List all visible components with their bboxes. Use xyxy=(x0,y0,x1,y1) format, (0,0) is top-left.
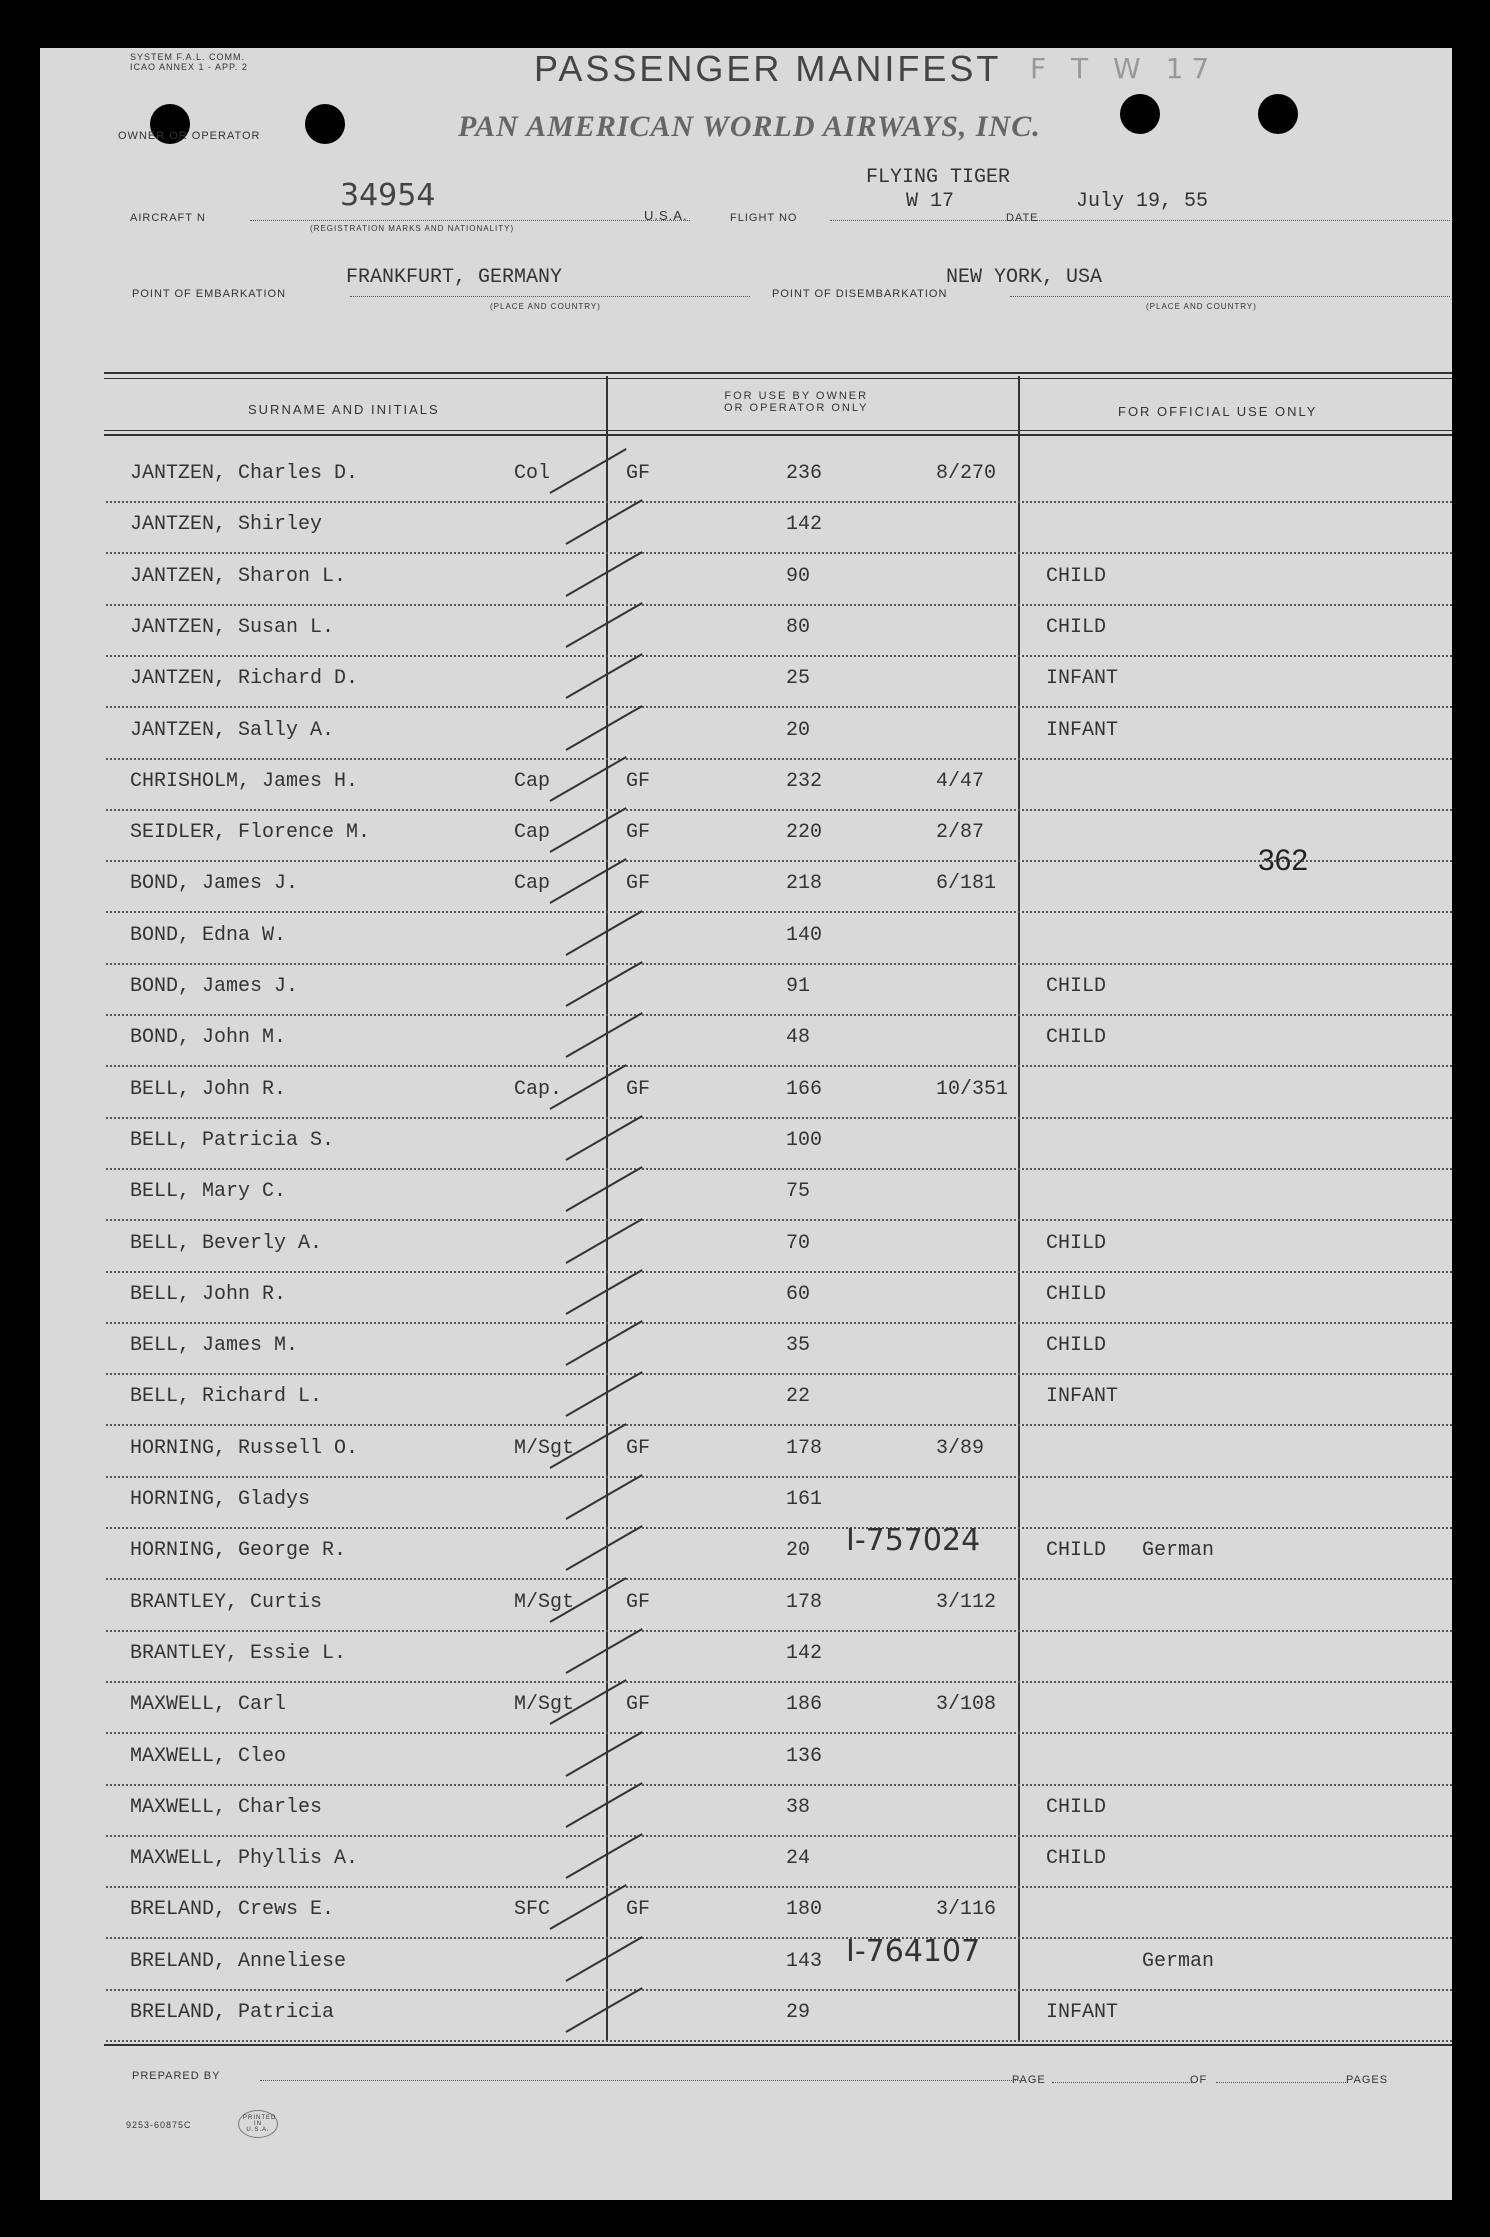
passenger-weight: 60 xyxy=(786,1282,811,1306)
passenger-weight: 80 xyxy=(786,615,811,639)
passenger-weight: 48 xyxy=(786,1026,811,1050)
passenger-row xyxy=(40,555,1452,606)
passenger-status: CHILD xyxy=(1046,615,1107,639)
check-mark xyxy=(566,1987,643,2033)
check-mark xyxy=(566,1525,643,1571)
check-mark xyxy=(566,1115,643,1161)
manifest-page xyxy=(40,48,1452,2200)
check-mark xyxy=(566,1474,643,1520)
passenger-weight: 178 xyxy=(786,1436,823,1460)
passenger-row xyxy=(40,1119,1452,1170)
passenger-weight: 136 xyxy=(786,1744,823,1768)
check-mark xyxy=(566,1936,643,1982)
passenger-name: MAXWELL, Charles xyxy=(130,1795,323,1819)
usa-label: U.S.A. xyxy=(644,208,688,223)
passenger-name: MAXWELL, Carl xyxy=(130,1693,287,1717)
passenger-row xyxy=(40,811,1452,862)
passenger-status: CHILD xyxy=(1046,564,1107,588)
passenger-weight: 142 xyxy=(786,513,823,537)
passenger-weight: 100 xyxy=(786,1128,823,1152)
page-title: PASSENGER MANIFEST xyxy=(534,48,1002,89)
passenger-row xyxy=(40,965,1452,1016)
passenger-status: INFANT xyxy=(1046,2001,1119,2024)
passenger-name: BRELAND, Anneliese xyxy=(130,1949,347,1973)
passenger-status: CHILD xyxy=(1046,1231,1107,1255)
place-caption: (PLACE AND COUNTRY) xyxy=(1146,302,1257,311)
passenger-name: BOND, Edna W. xyxy=(130,923,287,947)
passenger-weight: 70 xyxy=(786,1231,811,1255)
passenger-status: INFANT xyxy=(1046,1385,1119,1409)
passenger-code: GF xyxy=(626,1693,651,1717)
passenger-row xyxy=(40,1735,1452,1786)
passenger-status: INFANT xyxy=(1046,718,1119,742)
flight-label: FLIGHT NO xyxy=(730,212,798,224)
passenger-name: BELL, Patricia S. xyxy=(130,1128,335,1152)
check-mark xyxy=(566,499,643,545)
passenger-rank: Cap xyxy=(514,821,551,845)
passenger-name: BOND, James J. xyxy=(130,872,299,896)
check-mark xyxy=(566,1731,643,1777)
passenger-row xyxy=(40,1933,1452,1991)
passenger-weight: 186 xyxy=(786,1693,823,1717)
passenger-nationality: German xyxy=(1142,1539,1215,1563)
check-mark xyxy=(566,551,643,597)
column-header-surname: SURNAME AND INITIALS xyxy=(248,402,440,417)
passenger-code: GF xyxy=(626,821,651,845)
passenger-ratio: 10/351 xyxy=(936,1077,1009,1101)
page-label: PAGE xyxy=(1012,2074,1046,2086)
owner-label: OWNER OR OPERATOR xyxy=(118,130,261,142)
passenger-ratio: 4/47 xyxy=(936,769,985,793)
passenger-code: GF xyxy=(626,1590,651,1614)
passenger-row xyxy=(40,1170,1452,1221)
passenger-name: BELL, John R. xyxy=(130,1077,287,1101)
passenger-code: GF xyxy=(626,1077,651,1101)
passenger-code: GF xyxy=(626,769,651,793)
passenger-ratio: 3/112 xyxy=(936,1590,997,1614)
aircraft-label: AIRCRAFT N xyxy=(130,212,206,224)
passenger-row xyxy=(40,1273,1452,1324)
passenger-code: GF xyxy=(626,1436,651,1460)
registration-caption: (REGISTRATION MARKS AND NATIONALITY) xyxy=(310,224,515,233)
passenger-row xyxy=(40,1222,1452,1273)
side-note: 362 xyxy=(1258,844,1309,877)
check-mark xyxy=(566,1372,643,1418)
passenger-row xyxy=(40,1375,1452,1426)
passenger-weight: 161 xyxy=(786,1488,823,1511)
passenger-alien-number: I-764107 xyxy=(846,1933,981,1969)
prepared-by-label: PREPARED BY xyxy=(132,2070,221,2082)
passenger-code: GF xyxy=(626,1898,651,1922)
passenger-row xyxy=(40,1523,1452,1580)
check-mark xyxy=(566,1218,643,1264)
passenger-name: MAXWELL, Phyllis A. xyxy=(130,1847,359,1871)
passenger-nationality: German xyxy=(1142,1949,1215,1973)
place-caption: (PLACE AND COUNTRY) xyxy=(490,302,601,311)
passenger-row xyxy=(40,1324,1452,1375)
passenger-row xyxy=(40,1991,1452,2042)
passenger-row xyxy=(40,606,1452,657)
passenger-row xyxy=(40,1016,1452,1067)
passenger-weight: 20 xyxy=(786,1539,811,1563)
check-mark xyxy=(566,1269,643,1315)
column-header-official: FOR OFFICIAL USE ONLY xyxy=(1118,404,1318,419)
passenger-name: HORNING, Russell O. xyxy=(130,1436,359,1460)
passenger-name: SEIDLER, Florence M. xyxy=(130,821,371,845)
passenger-weight: 143 xyxy=(786,1949,823,1973)
passenger-rank: Col xyxy=(514,462,551,485)
passenger-ratio: 6/181 xyxy=(936,872,997,896)
passenger-ratio: 8/270 xyxy=(936,462,997,485)
check-mark xyxy=(566,705,643,751)
owner-use-line: OR OPERATOR ONLY xyxy=(724,402,869,414)
punch-hole xyxy=(1258,94,1298,134)
date-label: DATE xyxy=(1006,212,1039,224)
passenger-row xyxy=(40,1068,1452,1119)
passenger-name: BELL, Mary C. xyxy=(130,1180,287,1204)
pages-label: PAGES xyxy=(1346,2074,1389,2086)
check-mark xyxy=(550,448,627,494)
passenger-row xyxy=(40,1786,1452,1837)
printed-stamp: PRINTED IN U.S.A. xyxy=(238,2110,278,2138)
aircraft-number: 34954 xyxy=(340,178,436,213)
passenger-status: CHILD xyxy=(1046,1334,1107,1358)
passenger-row xyxy=(40,1837,1452,1888)
passenger-name: BELL, John R. xyxy=(130,1282,287,1306)
column-header-owner-use xyxy=(724,390,868,414)
punch-hole xyxy=(305,104,345,144)
passenger-row xyxy=(40,862,1452,913)
punch-hole xyxy=(1120,94,1160,134)
passenger-status: CHILD xyxy=(1046,1026,1107,1050)
passenger-row xyxy=(40,657,1452,708)
passenger-status: CHILD xyxy=(1046,1539,1107,1563)
passenger-name: CHRISHOLM, James H. xyxy=(130,769,359,793)
passenger-weight: 38 xyxy=(786,1795,811,1819)
passenger-rank: M/Sgt xyxy=(514,1693,575,1717)
flight-name: FLYING TIGER xyxy=(866,166,1011,189)
passenger-name: HORNING, George R. xyxy=(130,1539,347,1563)
passenger-weight: 24 xyxy=(786,1847,811,1871)
passenger-alien-number: I-757024 xyxy=(846,1523,981,1559)
check-mark xyxy=(566,1628,643,1674)
passenger-name: JANTZEN, Sally A. xyxy=(130,718,335,742)
passenger-row xyxy=(40,1427,1452,1478)
passenger-rank: Cap. xyxy=(514,1077,563,1101)
check-mark xyxy=(566,1166,643,1212)
passenger-name: BELL, Richard L. xyxy=(130,1385,323,1409)
passenger-rank: Cap xyxy=(514,769,551,793)
passenger-name: BRELAND, Patricia xyxy=(130,2001,335,2024)
check-mark xyxy=(566,1782,643,1828)
check-mark xyxy=(566,961,643,1007)
check-mark xyxy=(566,1320,643,1366)
passenger-name: JANTZEN, Susan L. xyxy=(130,615,335,639)
passenger-status: CHILD xyxy=(1046,1795,1107,1819)
owner-use-line: FOR USE BY OWNER xyxy=(724,390,869,402)
passenger-weight: 22 xyxy=(786,1385,811,1409)
passenger-ratio: 3/108 xyxy=(936,1693,997,1717)
form-reference-line: SYSTEM F.A.L. COMM. xyxy=(130,52,246,62)
check-mark xyxy=(550,1885,627,1931)
passenger-row xyxy=(40,914,1452,965)
passenger-ratio: 2/87 xyxy=(936,821,985,845)
passenger-weight: 20 xyxy=(786,718,811,742)
passenger-weight: 178 xyxy=(786,1590,823,1614)
passenger-rank: M/Sgt xyxy=(514,1590,575,1614)
check-mark xyxy=(550,859,627,905)
embarkation-label: POINT OF EMBARKATION xyxy=(132,288,287,300)
form-number: 9253-60875C xyxy=(126,2120,192,2130)
airline-name: PAN AMERICAN WORLD AIRWAYS, INC. xyxy=(458,110,1041,143)
passenger-weight: 220 xyxy=(786,821,823,845)
passenger-weight: 180 xyxy=(786,1898,823,1922)
check-mark xyxy=(566,653,643,699)
passenger-weight: 75 xyxy=(786,1180,811,1204)
passenger-name: BELL, Beverly A. xyxy=(130,1231,323,1255)
disembarkation-value: NEW YORK, USA xyxy=(946,266,1103,289)
passenger-weight: 25 xyxy=(786,667,811,691)
passenger-status: CHILD xyxy=(1046,975,1107,998)
passenger-weight: 35 xyxy=(786,1334,811,1358)
passenger-status: INFANT xyxy=(1046,667,1119,691)
of-label: OF xyxy=(1190,2074,1208,2086)
passenger-row xyxy=(40,760,1452,811)
check-mark xyxy=(566,1012,643,1058)
passenger-name: BRANTLEY, Curtis xyxy=(130,1590,323,1614)
passenger-name: BOND, John M. xyxy=(130,1026,287,1050)
passenger-name: BOND, James J. xyxy=(130,975,299,998)
passenger-row xyxy=(40,503,1452,554)
passenger-row xyxy=(40,452,1452,503)
passenger-weight: 142 xyxy=(786,1641,823,1665)
passenger-status: CHILD xyxy=(1046,1282,1107,1306)
disembarkation-label: POINT OF DISEMBARKATION xyxy=(772,288,948,300)
check-mark xyxy=(550,807,627,853)
passenger-name: MAXWELL, Cleo xyxy=(130,1744,287,1768)
passenger-weight: 91 xyxy=(786,975,811,998)
form-reference-line: ICAO ANNEX 1 - APP. 2 xyxy=(130,62,248,72)
embarkation-value: FRANKFURT, GERMANY xyxy=(346,266,563,289)
passenger-status: CHILD xyxy=(1046,1847,1107,1871)
passenger-name: JANTZEN, Charles D. xyxy=(130,462,359,485)
passenger-name: BRELAND, Crews E. xyxy=(130,1898,335,1922)
passenger-row xyxy=(40,1888,1452,1939)
passenger-row xyxy=(40,709,1452,760)
row-rule xyxy=(106,2040,1452,2042)
passenger-name: HORNING, Gladys xyxy=(130,1488,311,1511)
passenger-weight: 166 xyxy=(786,1077,823,1101)
check-mark xyxy=(566,602,643,648)
passenger-row xyxy=(40,1683,1452,1734)
flight-number: W 17 xyxy=(906,190,955,213)
passenger-rank: SFC xyxy=(514,1898,551,1922)
passenger-weight: 232 xyxy=(786,769,823,793)
title-annotation: F T W 17 xyxy=(1030,52,1218,85)
passenger-code: GF xyxy=(626,872,651,896)
passenger-weight: 236 xyxy=(786,462,823,485)
passenger-row xyxy=(40,1581,1452,1632)
passenger-weight: 140 xyxy=(786,923,823,947)
passenger-rank: Cap xyxy=(514,872,551,896)
flight-date: July 19, 55 xyxy=(1076,190,1209,213)
passenger-weight: 29 xyxy=(786,2001,811,2024)
passenger-code: GF xyxy=(626,462,651,485)
passenger-row xyxy=(40,1632,1452,1683)
passenger-name: JANTZEN, Richard D. xyxy=(130,667,359,691)
passenger-ratio: 3/89 xyxy=(936,1436,985,1460)
passenger-weight: 90 xyxy=(786,564,811,588)
check-mark xyxy=(566,1833,643,1879)
passenger-rank: M/Sgt xyxy=(514,1436,575,1460)
form-reference xyxy=(130,52,248,72)
passenger-name: JANTZEN, Shirley xyxy=(130,513,323,537)
passenger-name: BELL, James M. xyxy=(130,1334,299,1358)
passenger-name: BRANTLEY, Essie L. xyxy=(130,1641,347,1665)
passenger-row xyxy=(40,1478,1452,1529)
passenger-name: JANTZEN, Sharon L. xyxy=(130,564,347,588)
passenger-ratio: 3/116 xyxy=(936,1898,997,1922)
check-mark xyxy=(566,910,643,956)
check-mark xyxy=(550,756,627,802)
passenger-weight: 218 xyxy=(786,872,823,896)
